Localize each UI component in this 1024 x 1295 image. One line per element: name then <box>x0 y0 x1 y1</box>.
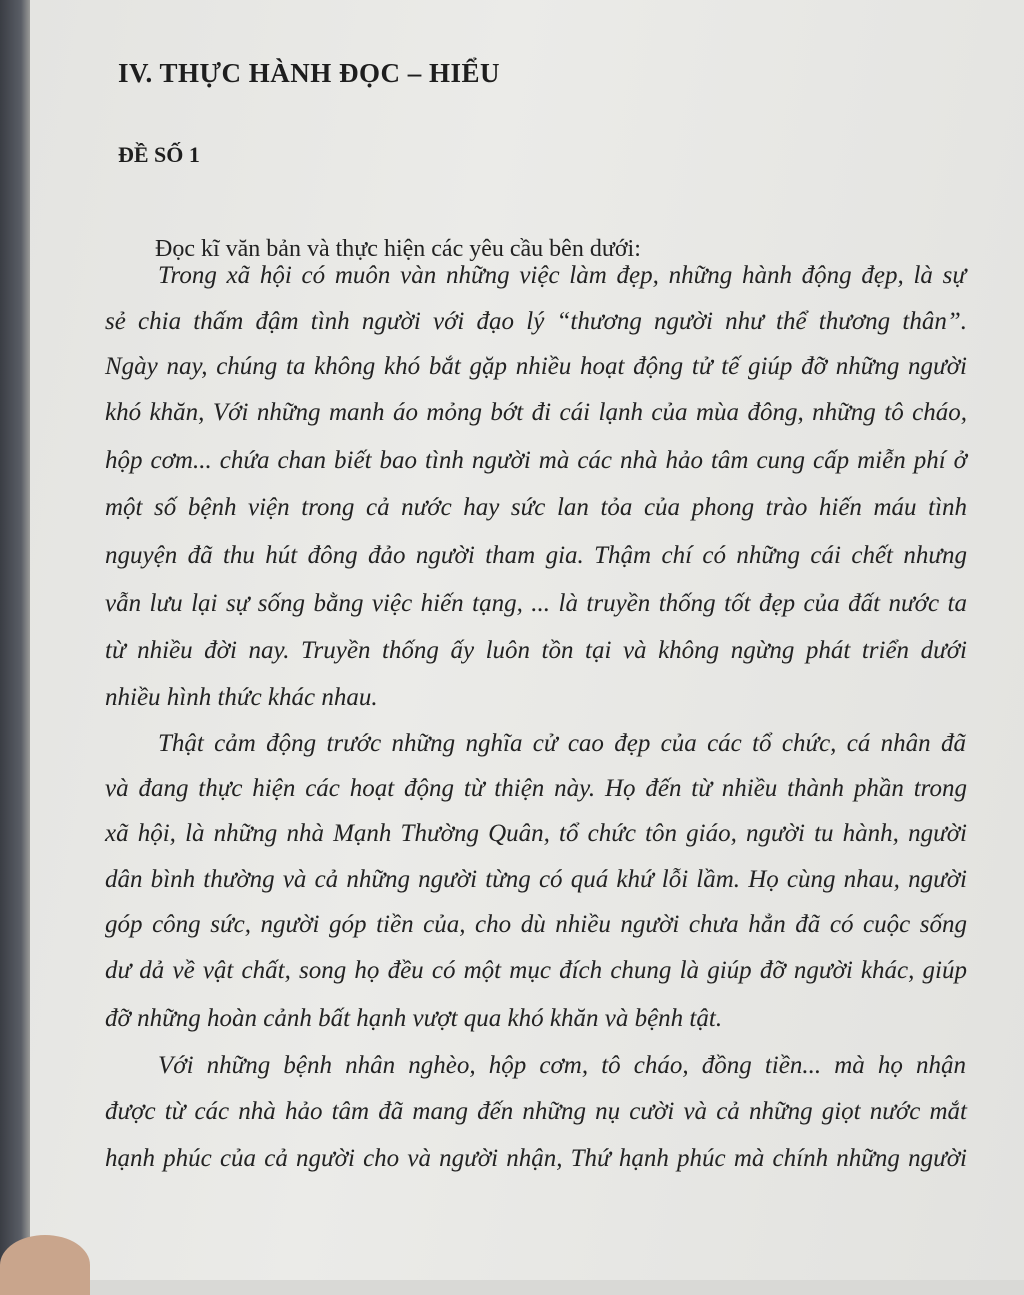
book-spine-edge <box>0 0 30 1280</box>
passage-line: xã hội, là những nhà Mạnh Thường Quân, tổ chức tôn giáo, người tu hành, người <box>105 820 967 847</box>
passage-line: và đang thực hiện các hoạt động từ thiện này. Họ đến từ nhiều thành phần trong <box>105 775 967 802</box>
passage-line: dân bình thường và cả những người từng có quá khứ lỗi lầm. Họ cùng nhau, người <box>105 866 967 893</box>
book-page <box>30 0 1024 1280</box>
passage-line: được từ các nhà hảo tâm đã mang đến những nụ cười và cả những giọt nước mắt <box>105 1098 967 1125</box>
passage-line: Thật cảm động trước những nghĩa cử cao đẹp của các tổ chức, cá nhân đã <box>158 730 966 757</box>
passage-line: hộp cơm... chứa chan biết bao tình người mà các nhà hảo tâm cung cấp miễn phí ở <box>105 447 967 474</box>
passage-line: vẫn lưu lại sự sống bằng việc hiến tạng, ... là truyền thống tốt đẹp của đất nước ta <box>105 590 967 617</box>
passage-line: Với những bệnh nhân nghèo, hộp cơm, tô cháo, đồng tiền... mà họ nhận <box>158 1052 966 1079</box>
passage-line: đỡ những hoàn cảnh bất hạnh vượt qua khó khăn và bệnh tật. <box>105 1005 723 1032</box>
instruction-text: Đọc kĩ văn bản và thực hiện các yêu cầu bên dưới: <box>155 236 641 262</box>
passage-line: khó khăn, Với những manh áo mỏng bớt đi cái lạnh của mùa đông, những tô cháo, <box>105 399 967 426</box>
passage-line: dư dả về vật chất, song họ đều có một mục đích chung là giúp đỡ người khác, giúp <box>105 957 967 984</box>
thumb <box>0 1235 90 1295</box>
passage-line: nguyện đã thu hút đông đảo người tham gia. Thậm chí có những cái chết nhưng <box>105 542 967 569</box>
passage-line: từ nhiều đời nay. Truyền thống ấy luôn tồn tại và không ngừng phát triển dưới <box>105 637 967 664</box>
passage-line: Trong xã hội có muôn vàn những việc làm đẹp, những hành động đẹp, là sự <box>158 262 966 289</box>
section-title: IV. THỰC HÀNH ĐỌC – HIỂU <box>118 58 501 88</box>
passage-line: nhiều hình thức khác nhau. <box>105 684 378 711</box>
passage-line: góp công sức, người góp tiền của, cho dù nhiều người chưa hẳn đã có cuộc sống <box>105 911 967 938</box>
passage-line: sẻ chia thấm đậm tình người với đạo lý “thương người như thể thương thân”. <box>105 308 967 335</box>
passage-line: Ngày nay, chúng ta không khó bắt gặp nhiều hoạt động tử tế giúp đỡ những người <box>105 353 967 380</box>
exam-title: ĐỀ SỐ 1 <box>118 142 200 167</box>
passage-line: một số bệnh viện trong cả nước hay sức lan tỏa của phong trào hiến máu tình <box>105 494 967 521</box>
passage-line: hạnh phúc của cả người cho và người nhận, Thứ hạnh phúc mà chính những người <box>105 1145 967 1172</box>
